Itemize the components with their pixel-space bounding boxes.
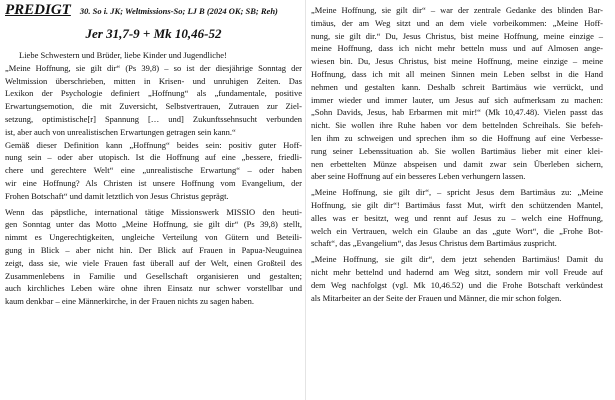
- text-line: nicht mehr bettelnd und hadernd am Weg sitzt, sondern mir voll Freude auf: [311, 266, 603, 277]
- text-line: gung in Blick – aber nicht hin. Der Blick auf Frauen in Papua-Neuguinea: [5, 244, 302, 255]
- text-line: immer wieder und immer lauter, um Jesus auf sich aufmerksam zu machen:: [311, 94, 603, 105]
- right-column-text: [311, 4, 603, 304]
- left-column-text: [5, 49, 302, 308]
- text-line: rung seiner Lebenssituation ab. Sie wollen Bartimäus lieber mit einer klei-: [311, 145, 603, 156]
- text-line: timäus, der am Weg sitzt und an dem viele vorbeikommen: „Meine Hoff-: [311, 17, 603, 28]
- text-line: „Meine Hoffnung, sie gilt dir“ (Ps 39,8) – so ist der diesjährige Sonntag der: [5, 62, 302, 73]
- text-line: „Meine Hoffnung, sie gilt dir“, dem jetzt sehenden Bartimäus! Damit du: [311, 254, 603, 265]
- text-line: aber seine Hoffnung auf ein besseres Leben verhungern lassen.: [311, 171, 526, 182]
- text-line: nicht. Sie wollen ihre Ruhe haben vor dem bettelnden Schreihals. Sie befeh-: [311, 120, 603, 131]
- text-line: Lexikon der Psychologie definiert „Hoffnung“ als „fundamentale, positive: [5, 88, 302, 99]
- text-line: kaum denkbar – eine Männerkirche, in der Frauen nichts zu sagen haben.: [5, 296, 255, 307]
- text-line: Hoffnung, sie gilt dir“! Bartimäus fasst Mut, wirft den schützenden Mantel,: [311, 199, 603, 210]
- text-line: „Meine Hoffnung, sie gilt dir“ – war der zentrale Gedanke des blinden Bar-: [311, 5, 603, 15]
- text-line: len ihm zu schweigen und sprechen ihm so die Hoffnung auf eine Verbesse-: [311, 132, 603, 143]
- text-line: ist, aber auch von unrealistischen Erwartungen getragen sein kann.“: [5, 126, 236, 137]
- text-line: zeigt, dass sie, wie viele Frauen fast überall auf der Welt, einen Großteil des: [5, 257, 302, 268]
- text-line: nimmt es Ungerechtigkeiten, ungleiche Verteilung von Gütern und Beteili-: [5, 232, 302, 243]
- sermon-subtitle: 30. So i. JK; Weltmissions-So; LJ B (2024 OK; SB; Reh): [79, 6, 278, 16]
- text-line: nen erbettelten Münze abspeisen und damit zwar sein Überleben sichern,: [311, 158, 603, 169]
- text-line: „Meine Hoffnung, sie gilt dir“, – spricht Jesus dem Bartimäus zu: „Meine: [311, 187, 603, 198]
- greeting-line: Liebe Schwestern und Brüder, liebe Kinder und Jugendliche!: [19, 50, 227, 60]
- text-line: Weltmission überschrieben, mitten in Krisen- und unruhigen Zeiten. Das: [5, 75, 302, 86]
- text-line: meine Hoffnung, dass ich nicht mehr betteln muss und auf Almosen ange-: [311, 43, 603, 54]
- page-divider: [305, 0, 306, 400]
- text-line: chere und gerechtere Welt“ eine „unrealistische Erwartung“ – oder haben: [5, 165, 302, 176]
- text-line: als Mitarbeiter an der Seite der Frauen und Männer, die mir schon folgen.: [311, 292, 562, 303]
- text-line: Gemäß dieser Definition kann „Hoffnung“ beides sein: positiv guter Hoff-: [5, 139, 302, 150]
- text-line: schaft“, das „Evangelium“, das Jesus Christus dem Bartimäus zuspricht.: [311, 238, 557, 249]
- text-line: alles was er besitzt, weg und rennt auf Jesus zu – welch eine Hoffnung,: [311, 212, 603, 223]
- sermon-title: PREDIGT: [5, 2, 71, 18]
- text-line: Erwartungsemotion, die mit Zuversicht, Selbstvertrauen, Zutrauen zur Ziel-: [5, 101, 302, 112]
- text-line: wir eine Hoffnung? Als Christen ist unsere Hoffnung vom Evangelium, der: [5, 177, 302, 188]
- text-line: Frohen Botschaft“ und damit letztlich von Jesus Christus geprägt.: [5, 190, 229, 201]
- text-line: „Sohn Davids, Jesus, hab Erbarmen mit mir!“ (Mk 10,47.48). Vielen passt das: [311, 107, 603, 118]
- text-line: Wenn das päpstliche, international tätige Missionswerk MISSIO den heuti-: [5, 206, 302, 217]
- text-line: dem Weg nachfolgst (vgl. Mk 10,46.52) und die Frohe Botschaft verkündest: [311, 279, 603, 290]
- text-line: gen Sonntag unter das Motto „Meine Hoffnung, sie gilt dir“ (Ps 39,8) stellt,: [5, 219, 302, 230]
- text-line: nung sein – oder aber utopisch. Ist die Hoffnung auf eine „bessere, friedli-: [5, 152, 302, 163]
- text-line: Zusammenlebens in Familie und Gesellschaft organisieren und gestalten;: [5, 270, 302, 281]
- sermon-header: [5, 1, 278, 19]
- text-line: auch kirchliches Leben wäre ohne ihren Einsatz nur schwer vorstellbar und: [5, 283, 302, 294]
- text-line: welch ein Vertrauen, welch ein Glaube an das „gute Wort“, die „Frohe Bot-: [311, 225, 603, 236]
- bible-reference: Jer 31,7-9 + Mk 10,46-52: [85, 26, 222, 41]
- text-line: nehmen und gestalten kann. Deshalb schreit Bartimäus wie verrückt, und: [311, 81, 603, 92]
- text-line: setzung, optimistische[r] Spannung [… und] Zukunftssehnsucht verbunden: [5, 113, 302, 124]
- right-page: [311, 0, 608, 400]
- left-page: [5, 0, 302, 400]
- text-line: nung, sie gilt dir.“ Du, Jesus Christus, bist meine Hoffnung, meine einzige –: [311, 30, 603, 41]
- text-line: Hoffnung, dass ich mit all meinen Sinnen mein Leben selbst in die Hand: [311, 68, 603, 79]
- text-line: wiesen bin. Du, Jesus Christus, bist meine Hoffnung, meine einzige – meine: [311, 56, 603, 67]
